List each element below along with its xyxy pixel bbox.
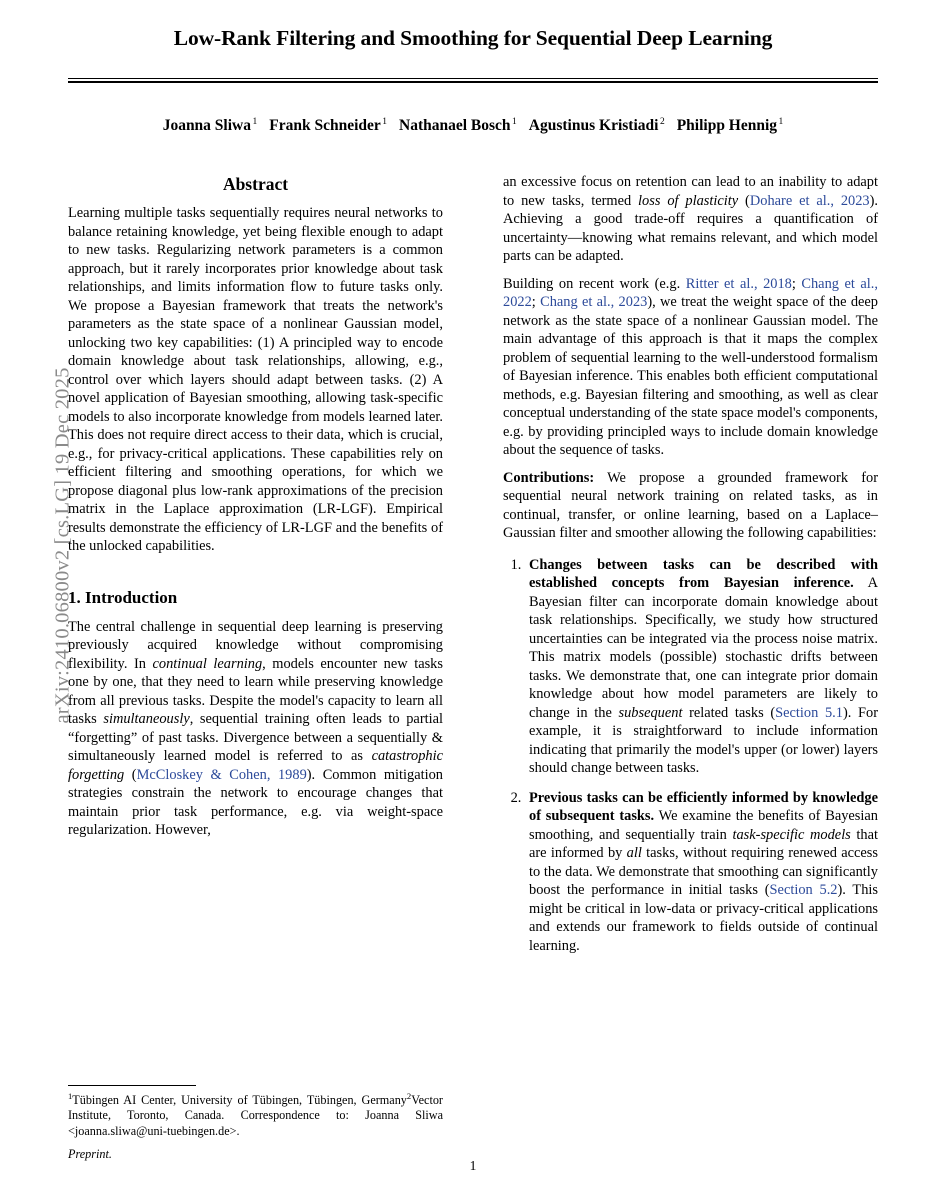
list-item-lead: Previous tasks can be efficiently informed by knowledge of subsequent tasks. bbox=[529, 789, 878, 824]
emphasis-loss-of-plasticity: loss of plasticity bbox=[638, 192, 739, 209]
section-link-5-1[interactable]: Section 5.1 bbox=[775, 704, 843, 721]
emphasis-simultaneously: simultaneously bbox=[103, 711, 190, 728]
arxiv-identifier-stamp: arXiv:2410.06800v2 [cs.LG] 19 Dec 2025 bbox=[51, 367, 74, 724]
author-name: Agustinus Kristiadi bbox=[528, 116, 659, 134]
author-affiliation-mark: 1 bbox=[778, 116, 784, 127]
author-entry bbox=[399, 117, 517, 134]
text-run: ), we treat the weight space of the deep network as the state space of a nonlinear Gaussian model. The main advantage of this approach is that it maps the complex problem of sequential learning to the well-understood formalism of Bayesian inference. This enables both efficient computational methods, e.g. Bayesian filtering and smoothing, as well as clear conceptual understanding of the state space model's components, e.g. by providing principled ways to include domain knowledge about the sequence of tasks. bbox=[503, 294, 878, 458]
text-run: ). Common mitigation strategies constrain the network to encourage changes that maintain prior task performance, e.g. via weight-space regularization. However, bbox=[68, 766, 443, 839]
list-item bbox=[525, 789, 878, 956]
author-name: Frank Schneider bbox=[269, 116, 381, 134]
author-name: Nathanael Bosch bbox=[399, 116, 511, 134]
text-run: ( bbox=[124, 766, 137, 783]
list-item-lead: Changes between tasks can be described with established concepts from Bayesian inference. bbox=[529, 556, 878, 591]
author-entry bbox=[529, 117, 665, 134]
text-run: ). Achieving a good trade-off requires a quantification of uncertainty—knowing what remains relevant, and which model parts can be adapted. bbox=[503, 192, 879, 264]
preprint-label: Preprint. bbox=[68, 1147, 112, 1162]
citation-link-chang-2023[interactable]: Chang et al., 2023 bbox=[540, 294, 648, 310]
right-column bbox=[503, 173, 878, 966]
text-run: ; bbox=[531, 294, 541, 310]
body-columns bbox=[68, 173, 878, 1183]
author-affiliation-mark: 1 bbox=[252, 116, 258, 127]
emphasis-subsequent: subsequent bbox=[618, 704, 683, 721]
section-link-5-2[interactable]: Section 5.2 bbox=[769, 882, 838, 898]
header-rule bbox=[68, 78, 878, 83]
text-run: , models encounter new tasks one by one, that they need to learn while preserving knowledge from all previous tasks. Despite the model's capacity to learn all tasks bbox=[68, 655, 443, 728]
footnote-text-2: Vector Institute, Toronto, Canada. Correspondence to: Joanna Sliwa <joanna.sliwa@uni-tuebingen.de>. bbox=[68, 1093, 443, 1138]
text-run: A Bayesian filter can incorporate domain knowledge about task relationships. Specifically, we study how structured uncertainties can be integrated via the process noise matrix. This matrix models (possible) stochastic drifts between tasks. We demonstrate that, one can integrate prior domain knowledge about how model parameters are likely to change in the bbox=[529, 575, 878, 721]
left-column bbox=[68, 173, 443, 849]
abstract-heading: Abstract bbox=[222, 174, 289, 194]
footnote-affiliations bbox=[68, 1091, 443, 1139]
author-name: Philipp Hennig bbox=[676, 116, 778, 134]
author-entry bbox=[163, 117, 258, 134]
author-affiliation-mark: 1 bbox=[512, 116, 517, 127]
text-run: that are informed by bbox=[529, 826, 878, 861]
footnote-rule bbox=[68, 1085, 196, 1086]
citation-link-dohare[interactable]: Dohare et al., 2023 bbox=[749, 192, 870, 209]
text-run: We propose a grounded framework for sequential neural network training on related tasks, as in continual, transfer, or online learning, based on a Laplace–Gaussian filter and smoother allowing the following capabilities: bbox=[503, 469, 878, 541]
text-run: We examine the benefits of Bayesian smoothing, and sequentially train bbox=[529, 808, 878, 843]
page-number: 1 bbox=[469, 1158, 477, 1173]
text-run: an excessive focus on retention can lead to an inability to adapt to new tasks, termed bbox=[503, 174, 878, 209]
list-item bbox=[525, 556, 878, 778]
citation-link-ritter[interactable]: Ritter et al., 2018 bbox=[685, 275, 792, 292]
section-heading-introduction: 1. Introduction bbox=[68, 587, 178, 607]
text-run: Building on recent work (e.g. bbox=[503, 275, 686, 292]
author-entry bbox=[677, 117, 784, 134]
footnote-block bbox=[68, 1085, 443, 1163]
emphasis-continual-learning: continual learning bbox=[152, 655, 263, 672]
emphasis-all: all bbox=[626, 845, 642, 861]
footnote-mark-2: 2 bbox=[406, 1091, 412, 1101]
citation-link-mccloskey-cohen[interactable]: McCloskey & Cohen, 1989 bbox=[136, 766, 307, 783]
contributions-lead-label: Contributions: bbox=[503, 469, 595, 486]
emphasis-task-specific-models: task-specific models bbox=[732, 826, 851, 843]
intro-paragraph-1 bbox=[68, 618, 443, 840]
text-run: The central challenge in sequential deep learning is preserving previously acquired knowledge without compromising flexibility. In bbox=[68, 618, 443, 672]
footnote-text-1: Tübingen AI Center, University of Tübingen, Tübingen, Germany bbox=[72, 1093, 407, 1108]
right-paragraph-1 bbox=[503, 173, 878, 266]
page-title: Low-Rank Filtering and Smoothing for Sequential Deep Learning bbox=[173, 26, 773, 50]
author-list bbox=[68, 116, 878, 136]
text-run: tasks, without requiring renewed access to the data. We demonstrate that smoothing can significantly boost the performance in initial tasks ( bbox=[529, 845, 879, 898]
footnote-mark-1: 1 bbox=[68, 1091, 73, 1101]
rule-thick-bottom bbox=[68, 81, 878, 83]
text-run: related tasks ( bbox=[682, 704, 776, 721]
author-affiliation-mark: 1 bbox=[382, 116, 388, 127]
text-run: , sequential training often leads to partial “forgetting” of past tasks. Divergence between a sequentially & simultaneously learned model is referred to as bbox=[68, 711, 443, 765]
right-paragraph-2 bbox=[503, 275, 878, 460]
author-affiliation-mark: 2 bbox=[659, 116, 665, 127]
text-run: ). For example, it is straightforward to include information indicating that primarily the model's upper (or lower) layers should change between tasks. bbox=[529, 704, 878, 776]
contributions-paragraph bbox=[503, 469, 878, 543]
citation-link-chang-2022[interactable]: Chang et al., 2022 bbox=[503, 275, 878, 310]
abstract-body: Learning multiple tasks sequentially requires neural networks to balance retaining knowledge, yet being flexible enough to adapt to new tasks. Regularizing network parameters is a common approach, but it rarely incorporates prior knowledge about task relationships, and limits information flow to future tasks only. We propose a Bayesian framework that treats the network's parameters as the state space of a nonlinear Gaussian model, unlocking two key capabilities: (1) A principled way to encode domain knowledge about task relationships, allowing, e.g., control over which layers should adapt between tasks. (2) A novel application of Bayesian smoothing, allowing task-specific models to also incorporate knowledge from models learned later. This does not require direct access to their data, which is crucial, e.g., for privacy-critical applications. These capabilities rely on efficient filtering and smoothing operations, for which we propose diagonal plus low-rank approximations of the precision matrix in the Laplace approximation (LR-LGF). Empirical results demonstrate the efficiency of LR-LGF and the benefits of the unlocked capabilities. bbox=[68, 205, 443, 555]
author-entry bbox=[269, 117, 387, 134]
text-run: ( bbox=[738, 192, 750, 209]
text-run: ; bbox=[791, 275, 802, 292]
author-name: Joanna Sliwa bbox=[162, 116, 251, 134]
paper-content bbox=[68, 0, 878, 1200]
emphasis-catastrophic-forgetting: catastrophic forgetting bbox=[68, 748, 443, 783]
text-run: ). This might be critical in low-data or privacy-critical applications and extends our framework to fields outside of continual learning. bbox=[529, 882, 879, 954]
contributions-list bbox=[503, 556, 878, 956]
